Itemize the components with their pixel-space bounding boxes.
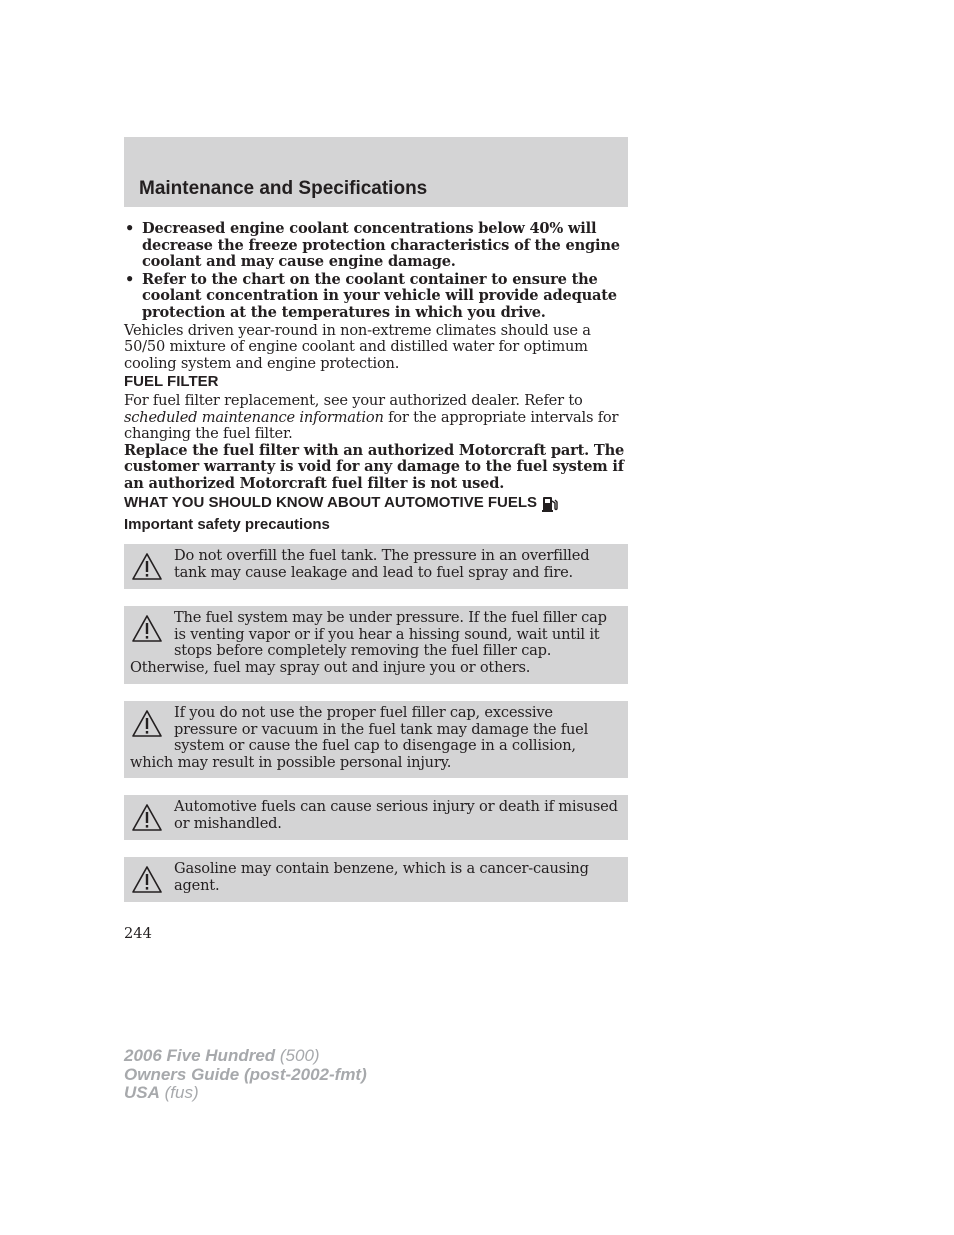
list-item: • Refer to the chart on the coolant container to ensure the coolant concentration in your vehicle will provide adequate protection at the temperatures in which you drive. xyxy=(125,270,617,321)
fuels-heading-row xyxy=(124,495,628,513)
warning-text: The fuel system may be under pressure. If the fuel filler cap is venting vapor or if you hear a hissing sound, wait until it stops before completely removing the fuel filler cap. Otherwise, fuel may spray out and injure you or others. xyxy=(130,609,607,676)
coolant-bullet-list xyxy=(124,221,628,322)
page-number: 244 xyxy=(124,925,152,942)
fuels-heading: WHAT YOU SHOULD KNOW ABOUT AUTOMOTIVE FUELS xyxy=(124,494,538,512)
bullet-dot: • xyxy=(125,220,135,237)
warning-box xyxy=(124,544,628,589)
list-item: • Decreased engine coolant concentrations below 40% will decrease the freeze protection characteristics of the engine coolant and may cause engine damage. xyxy=(125,220,620,271)
warning-triangle-icon xyxy=(131,865,163,895)
main-content xyxy=(124,221,628,533)
warning-box xyxy=(124,795,628,840)
fuel-pump-icon xyxy=(541,495,559,513)
bullet-dot: • xyxy=(125,270,135,288)
warning-triangle-icon xyxy=(131,803,163,833)
warning-box xyxy=(124,701,628,778)
section-header xyxy=(124,137,628,207)
warning-text: Do not overfill the fuel tank. The pressure in an overfilled tank may cause leakage and lead to fuel spray and fire. xyxy=(174,547,590,581)
warning-text: Gasoline may contain benzene, which is a cancer-causing agent. xyxy=(174,860,589,894)
coolant-paragraph: Vehicles driven year-round in non-extreme climates should use a 50/50 mixture of engine coolant and distilled water for optimum cooling system and engine protection. xyxy=(124,321,591,372)
warning-text: If you do not use the proper fuel filler cap, excessive pressure or vacuum in the fuel tank may damage the fuel system or cause the fuel cap to disengage in a collision, which may result in possible personal injury. xyxy=(130,704,589,771)
document-footer xyxy=(124,1047,367,1103)
section-title: Maintenance and Specifications xyxy=(139,178,428,199)
fuel-filter-heading: FUEL FILTER xyxy=(124,373,219,391)
fuel-filter-paragraph: For fuel filter replacement, see your authorized dealer. Refer to scheduled maintenance information for the appropriate intervals for changing the fuel filter. xyxy=(124,391,619,443)
warning-triangle-icon xyxy=(131,552,163,582)
footer-line-region: USA (fus) xyxy=(124,1083,199,1102)
warning-triangle-icon xyxy=(131,709,163,739)
warning-triangle-icon xyxy=(131,614,163,644)
safety-subheading: Important safety precautions xyxy=(124,515,330,533)
scheduled-maintenance-link[interactable]: scheduled maintenance information xyxy=(124,408,384,426)
warning-box xyxy=(124,606,628,684)
footer-line-model: 2006 Five Hundred (500) xyxy=(124,1046,320,1065)
warning-box xyxy=(124,857,628,902)
warning-text: Automotive fuels can cause serious injury or death if misused or mishandled. xyxy=(174,798,618,832)
footer-line-guide: Owners Guide (post-2002-fmt) xyxy=(124,1064,367,1084)
fuel-filter-warning: Replace the fuel filter with an authorized Motorcraft part. The customer warranty is void for any damage to the fuel system if an authorized Motorcraft fuel filter is not used. xyxy=(124,441,625,492)
